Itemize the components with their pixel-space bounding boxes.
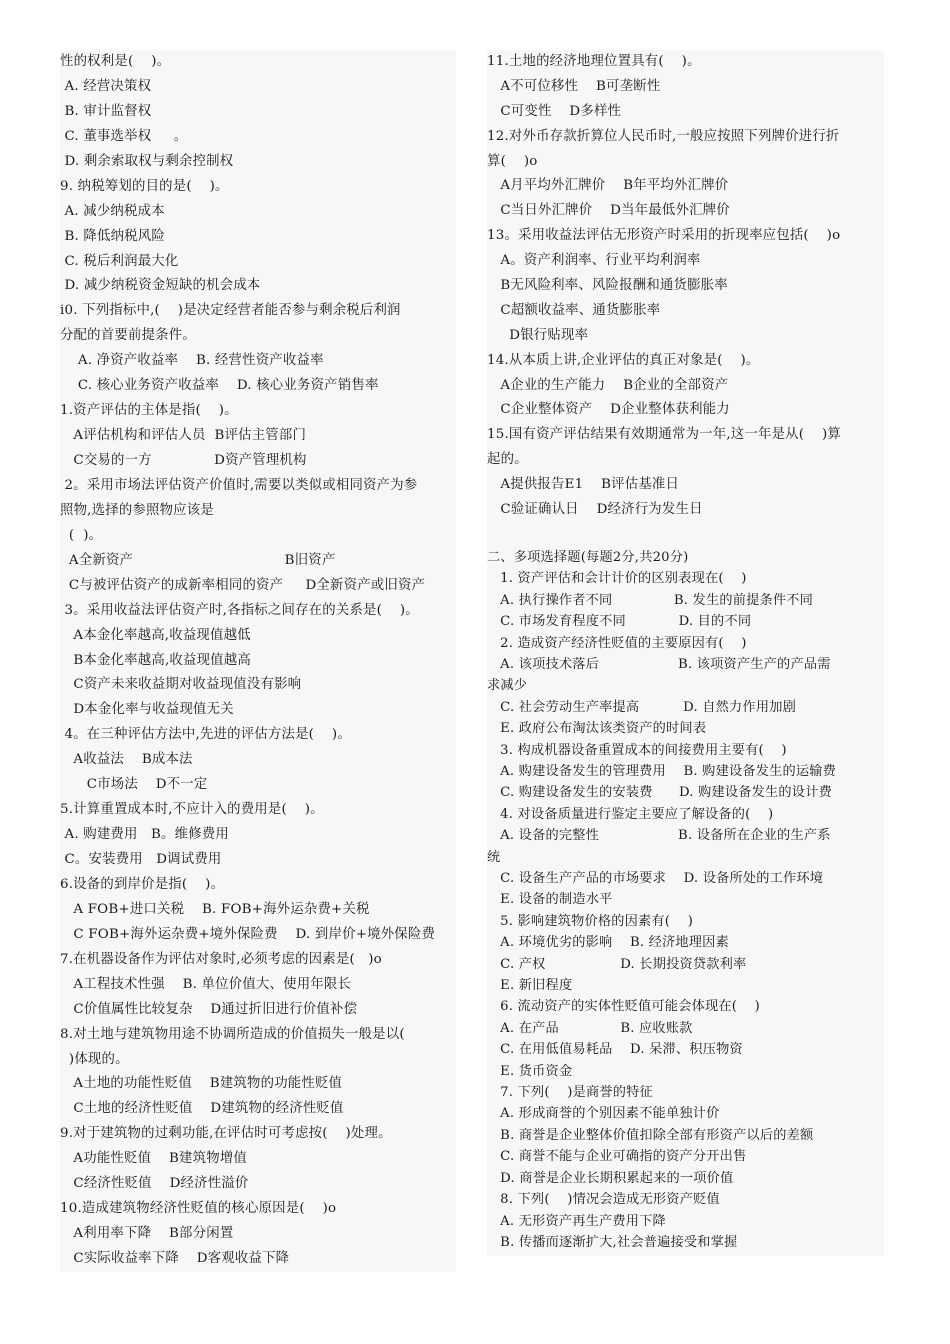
text-line: ( )。 [60, 527, 103, 543]
text-line: 5. 影响建筑物价格的因素有( ) [487, 913, 694, 929]
text-line: 3. 构成机器设备重置成本的间接费用主要有( ) [487, 742, 787, 758]
text-line: C. 市场发育程度不同 D. 目的不同 [487, 614, 752, 630]
right-column [487, 50, 884, 1256]
text-line: 15.国有资产评估结果有效期通常为一年,这一年是从( )算 [487, 427, 842, 443]
text-line: D. 减少纳税资金短缺的机会成本 [60, 278, 261, 294]
text-line: C FOB+海外运杂费+境外保险费 D. 到岸价+境外保险费 [60, 926, 436, 942]
text-line: A. 该项技术落后 B. 该项资产生产的产品需 [487, 656, 831, 672]
text-line: D银行贴现率 [487, 327, 589, 343]
text-line: 4. 对设备质量进行鉴定主要应了解设备的( ) [487, 806, 774, 822]
text-line: 7.在机器设备作为评估对象时,必须考虑的因素是( )o [60, 951, 382, 967]
text-line: A评估机构和评估人员 B评估主管部门 [60, 428, 307, 444]
text-line: 12.对外币存款折算位人民币时,一般应按照下列牌价进行折 [487, 128, 840, 144]
text-line: A土地的功能性贬值 B建筑物的功能性贬值 [60, 1076, 343, 1092]
left-column [60, 50, 456, 1272]
text-line: C企业整体资产 D企业整体获利能力 [487, 402, 730, 418]
text-line: C当日外汇牌价 D当年最低外汇牌价 [487, 203, 730, 219]
text-line: C经济性贬值 D经济性溢价 [60, 1176, 249, 1192]
text-line: A. 减少纳税成本 [60, 203, 165, 219]
text-line: A. 在产品 B. 应收账款 [487, 1020, 693, 1036]
text-line: 13。采用收益法评估无形资产时采用的折现率应包括( )o [487, 228, 841, 244]
text-line: 10.造成建筑物经济性贬值的核心原因是( )o [60, 1201, 337, 1217]
text-line: C. 在用低值易耗品 D. 呆滞、积压物资 [487, 1042, 743, 1058]
text-line: E. 货币资金 [487, 1063, 573, 1079]
text-line: A. 无形资产再生产费用下降 [487, 1213, 666, 1229]
text-line: B本金化率越高,收益现值越高 [60, 652, 251, 668]
text-line: E. 政府公布淘汰该类资产的时间表 [487, 721, 707, 737]
text-line: A收益法 B成本法 [60, 752, 193, 768]
text-line: 统 [487, 849, 501, 865]
text-line: 4。在三种评估方法中,先进的评估方法是( )。 [60, 727, 351, 743]
text-line: C. 产权 D. 长期投资贷款利率 [487, 956, 747, 972]
text-line: 性的权利是( )。 [60, 54, 171, 69]
text-line: C. 商誉不能与企业可确指的资产分开出售 [487, 1149, 747, 1165]
text-line: )体现的。 [60, 1051, 129, 1067]
text-line: A. 形成商誉的个别因素不能单独计价 [487, 1106, 720, 1122]
text-line: 9.对于建筑物的过剩功能,在评估时可考虑按( )处理。 [60, 1126, 392, 1142]
text-line: A功能性贬值 B建筑物增值 [60, 1151, 248, 1167]
text-line: C市场法 D不一定 [60, 777, 208, 793]
text-line: 6. 流动资产的实体性贬值可能会体现在( ) [487, 999, 761, 1015]
text-line: C. 社会劳动生产率提高 D. 自然力作用加剧 [487, 699, 796, 715]
text-line: 6.设备的到岸价是指( )。 [60, 876, 225, 892]
text-line: A月平均外汇牌价 B年平均外汇牌价 [487, 178, 729, 194]
text-line: C. 购建设备发生的安装费 D. 购建设备发生的设计费 [487, 785, 832, 801]
text-line: E. 新旧程度 [487, 978, 573, 994]
text-line: 2. 造成资产经济性贬值的主要原因有( ) [487, 635, 747, 651]
text-line: C超额收益率、通货膨胀率 [487, 302, 661, 318]
text-line: B. 降低纳税风险 [60, 228, 165, 244]
text-line: B. 审计监督权 [60, 103, 152, 119]
text-line: C。安装费用 D调试费用 [60, 852, 222, 867]
text-line: 9. 纳税筹划的目的是( )。 [60, 178, 229, 194]
text-line: A提供报告E1 B评估基准日 [487, 477, 680, 493]
text-line: 5.计算重置成本时,不应计入的费用是( )。 [60, 802, 324, 818]
text-line: A利用率下降 B部分闲置 [60, 1226, 234, 1242]
text-line: C. 设备生产产品的市场要求 D. 设备所处的工作环境 [487, 871, 824, 887]
text-line: 起的。 [487, 452, 528, 468]
text-line: 分配的首要前提条件。 [60, 328, 196, 344]
text-line: A. 环境优劣的影响 B. 经济地理因素 [487, 935, 729, 951]
text-line: C. 董事选举权 。 [60, 128, 188, 144]
text-line: 3。采用收益法评估资产时,各指标之间存在的关系是( )。 [60, 602, 419, 618]
text-line: 照物,选择的参照物应该是 [60, 502, 214, 518]
text-line: C验证确认日 D经济行为发生日 [487, 502, 703, 518]
section-gap [487, 523, 884, 547]
text-line: 算( )o [487, 153, 538, 169]
text-line: C实际收益率下降 D客观收益下降 [60, 1251, 290, 1266]
text-line: C资产未来收益期对收益现值没有影响 [60, 677, 302, 693]
text-line: D. 商誉是企业长期积累起来的一项价值 [487, 1170, 734, 1186]
text-line: 2。采用市场法评估资产价值时,需要以类似或相同资产为参 [60, 477, 418, 493]
text-line: A. 执行操作者不同 B. 发生的前提条件不同 [487, 592, 814, 608]
text-line: A工程技术性强 B. 单位价值大、使用年限长 [60, 976, 352, 992]
text-line: D. 剩余索取权与剩余控制权 [60, 153, 234, 169]
text-line: A. 净资产收益率 B. 经营性资产收益率 [60, 353, 324, 369]
text-line: C价值属性比较复杂 D通过折旧进行价值补偿 [60, 1001, 358, 1017]
text-line: C与被评估资产的成新率相同的资产 D全新资产或旧资产 [60, 577, 426, 593]
text-line: A. 购建设备发生的管理费用 B. 购建设备发生的运输费 [487, 763, 837, 779]
text-line: A. 购建费用 B。维修费用 [60, 827, 229, 843]
text-line: B无风险利率、风险报酬和通货膨胀率 [487, 278, 728, 294]
text-line: C土地的经济性贬值 D建筑物的经济性贬值 [60, 1101, 344, 1117]
multi-choice-section [487, 547, 884, 1253]
text-line: C交易的一方 D资产管理机构 [60, 453, 307, 468]
text-line: A企业的生产能力 B企业的全部资产 [487, 377, 729, 393]
text-line: C. 核心业务资产收益率 D. 核心业务资产销售率 [60, 378, 379, 394]
text-line: A. 设备的完整性 B. 设备所在企业的生产系 [487, 828, 831, 844]
text-line: 14.从本质上讲,企业评估的真正对象是( )。 [487, 352, 760, 368]
text-line: 7. 下列( )是商誉的特征 [487, 1085, 653, 1101]
text-line: 8. 下列( )情况会造成无形资产贬值 [487, 1192, 720, 1208]
single-choice-section [487, 50, 884, 523]
text-line: 1. 资产评估和会计计价的区别表现在( ) [487, 571, 747, 587]
text-line: 8.对土地与建筑物用途不协调所造成的价值损失一般是以( [60, 1026, 405, 1042]
text-line: E. 设备的制造水平 [487, 892, 613, 908]
text-line: 11.土地的经济地理位置具有( )。 [487, 54, 701, 69]
text-line: A. 经营决策权 [60, 78, 152, 94]
text-line: A FOB+进口关税 B. FOB+海外运杂费+关税 [60, 901, 370, 917]
text-line: B. 商誉是企业整体价值扣除全部有形资产以后的差额 [487, 1127, 814, 1143]
text-line: B. 传播而逐渐扩大,社会普遍接受和掌握 [487, 1234, 738, 1250]
text-line: i0. 下列指标中,( )是决定经营者能否参与剩余税后利润 [60, 303, 401, 319]
text-line: 求减少 [487, 678, 528, 694]
text-line: 1.资产评估的主体是指( )。 [60, 403, 238, 419]
text-line: 二、多项选择题(每题2分,共20分) [487, 549, 689, 565]
text-line: D本金化率与收益现值无关 [60, 702, 234, 718]
text-line: A本金化率越高,收益现值越低 [60, 627, 251, 643]
text-line: C可变性 D多样性 [487, 103, 622, 119]
text-line: A。资产利润率、行业平均利润率 [487, 253, 701, 269]
text-line: A不可位移性 B可垄断性 [487, 78, 661, 94]
text-line: C. 税后利润最大化 [60, 253, 179, 269]
text-line: A全新资产 B旧资产 [60, 552, 336, 568]
